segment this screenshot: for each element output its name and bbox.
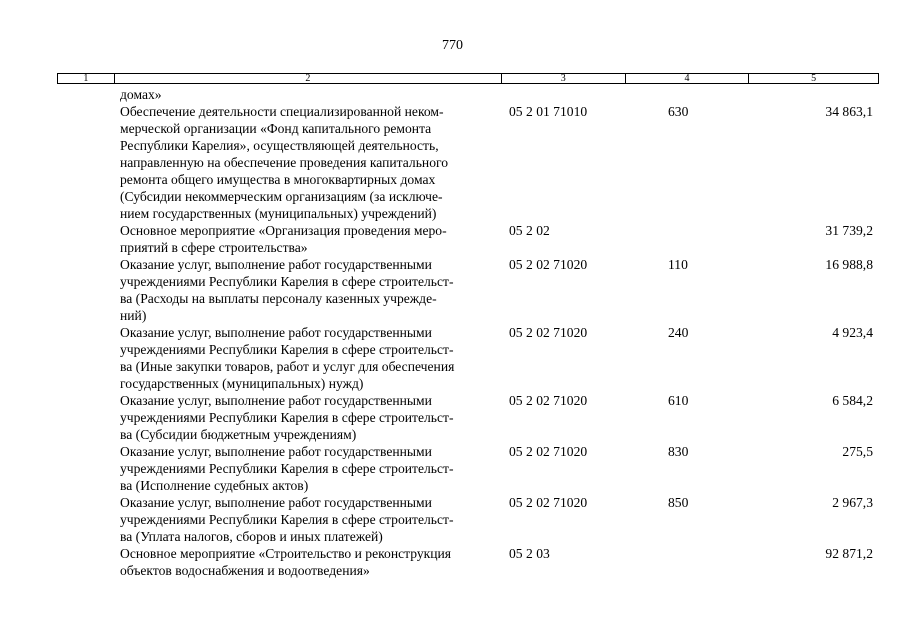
description-line: Оказание услуг, выполнение работ государственными — [120, 257, 432, 272]
cell-amount: 4 923,4 — [832, 325, 873, 340]
cell-expense-type: 240 — [668, 325, 689, 340]
table-row — [57, 494, 879, 545]
cell-expense-type: 630 — [668, 104, 689, 119]
table-row — [57, 86, 879, 103]
cell-number — [57, 494, 114, 545]
cell-target-code: 05 2 03 — [509, 546, 550, 561]
description-line: ва (Уплата налогов, сборов и иных платежей) — [120, 529, 383, 544]
cell-target-code — [502, 86, 626, 103]
cell-number — [57, 103, 114, 222]
cell-target-code: 05 2 02 71020 — [509, 444, 588, 459]
cell-description — [114, 392, 502, 443]
description-line: Основное мероприятие «Строительство и реконструкция — [120, 546, 452, 561]
cell-amount: 34 863,1 — [825, 104, 873, 119]
cell-expense-type: 610 — [668, 393, 689, 408]
table-row — [57, 324, 879, 392]
cell-description — [114, 256, 502, 324]
cell-amount — [750, 86, 879, 103]
description-line: ва (Исполнение судебных актов) — [120, 478, 309, 493]
column-header-1: 1 — [58, 74, 115, 83]
description-line: нием государственных (муниципальных) учреждений) — [120, 206, 437, 221]
cell-number — [57, 324, 114, 392]
cell-number — [57, 392, 114, 443]
description-line: Обеспечение деятельности специализированной неком- — [120, 104, 444, 119]
table-row — [57, 545, 879, 579]
cell-target-code: 05 2 02 71020 — [509, 495, 588, 510]
description-line: Оказание услуг, выполнение работ государственными — [120, 325, 432, 340]
column-header-3: 3 — [502, 74, 626, 83]
cell-target-code: 05 2 02 71020 — [509, 257, 588, 272]
cell-expense-type: 830 — [668, 444, 689, 459]
description-line: ний) — [120, 308, 147, 323]
cell-expense-type: 110 — [668, 257, 688, 272]
cell-number — [57, 86, 114, 103]
column-header-2: 2 — [115, 74, 502, 83]
cell-amount: 31 739,2 — [825, 223, 873, 238]
cell-number — [57, 256, 114, 324]
description-line: приятий в сфере строительства» — [120, 240, 308, 255]
description-line: государственных (муниципальных) нужд) — [120, 376, 364, 391]
cell-expense-type — [626, 222, 750, 256]
description-line: Оказание услуг, выполнение работ государственными — [120, 495, 432, 510]
description-line: Оказание услуг, выполнение работ государственными — [120, 393, 432, 408]
description-line: мерческой организации «Фонд капитального ремонта — [120, 121, 432, 136]
cell-target-code: 05 2 02 — [509, 223, 550, 238]
description-line: ремонта общего имущества в многоквартирных домах — [120, 172, 436, 187]
description-line: ва (Иные закупки товаров, работ и услуг для обеспечения — [120, 359, 455, 374]
cell-number — [57, 443, 114, 494]
description-line: ва (Субсидии бюджетным учреждениям) — [120, 427, 357, 442]
cell-target-code: 05 2 01 71010 — [509, 104, 588, 119]
description-line: учреждениями Республики Карелия в сфере строительст- — [120, 274, 454, 289]
description-line: домах» — [120, 87, 162, 102]
column-header-4: 4 — [626, 74, 750, 83]
cell-expense-type — [626, 545, 750, 579]
table-row — [57, 443, 879, 494]
description-line: (Субсидии некоммерческим организациям (за исключе- — [120, 189, 443, 204]
description-line: направленную на обеспечение проведения капитального — [120, 155, 449, 170]
description-line: Оказание услуг, выполнение работ государственными — [120, 444, 432, 459]
cell-amount: 6 584,2 — [832, 393, 873, 408]
table-body — [57, 86, 879, 579]
cell-description — [114, 494, 502, 545]
cell-description — [114, 86, 502, 103]
description-line: Республики Карелия», осуществляющей деятельность, — [120, 138, 439, 153]
cell-target-code: 05 2 02 71020 — [509, 325, 588, 340]
cell-amount: 2 967,3 — [832, 495, 873, 510]
cell-description — [114, 103, 502, 222]
cell-amount: 16 988,8 — [825, 257, 873, 272]
description-line: Основное мероприятие «Организация проведения меро- — [120, 223, 447, 238]
table-row — [57, 222, 879, 256]
cell-expense-type — [626, 86, 750, 103]
table-row — [57, 392, 879, 443]
cell-description — [114, 324, 502, 392]
cell-description — [114, 545, 502, 579]
column-header-5: 5 — [811, 73, 817, 84]
description-line: учреждениями Республики Карелия в сфере строительст- — [120, 461, 454, 476]
description-line: ва (Расходы на выплаты персоналу казенных учрежде- — [120, 291, 437, 306]
description-line: объектов водоснабжения и водоотведения» — [120, 563, 370, 578]
table-header-row — [57, 73, 879, 84]
cell-description — [114, 222, 502, 256]
cell-target-code: 05 2 02 71020 — [509, 393, 588, 408]
cell-description — [114, 443, 502, 494]
description-line: учреждениями Республики Карелия в сфере строительст- — [120, 342, 454, 357]
cell-number — [57, 545, 114, 579]
cell-amount: 92 871,2 — [825, 546, 873, 561]
table-row — [57, 256, 879, 324]
cell-expense-type: 850 — [668, 495, 689, 510]
description-line: учреждениями Республики Карелия в сфере строительст- — [120, 512, 454, 527]
table-row — [57, 103, 879, 222]
cell-amount: 275,5 — [842, 444, 873, 459]
cell-number — [57, 222, 114, 256]
page-number: 770 — [442, 38, 463, 53]
description-line: учреждениями Республики Карелия в сфере строительст- — [120, 410, 454, 425]
